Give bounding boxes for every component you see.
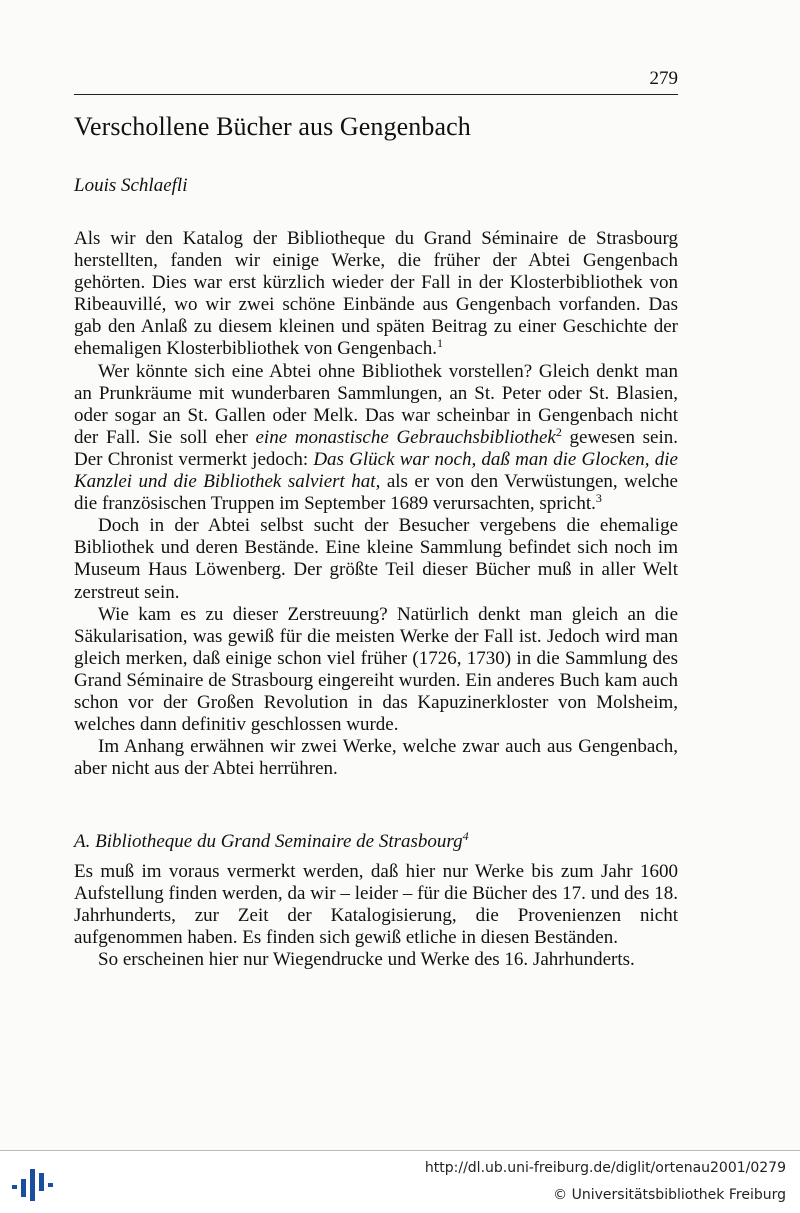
paragraph-1-text: Als wir den Katalog der Bibliotheque du Grand Séminaire de Strasbourg herstellten, fanden wir einige Werke, die früher der Abtei Gengenbach gehörten. Dies war erst kürzlich wieder der Fall in der Klosterbibliothek von Ribeauvillé, wo wir zwei schöne Einbände aus Gengenbach vorfanden. Das gab den Anlaß zu diesem kleinen und späten Beitrag zu einer Geschichte der ehemaligen Klosterbibliothek von Gengenbach. (74, 228, 678, 360)
paragraph-2-text-e: als er von den Verwüstungen, welche die französischen Truppen im September 1689 verursachten, spricht. (74, 471, 678, 515)
paragraph-1 (74, 228, 678, 361)
footnote-ref-2[interactable]: 2 (555, 424, 562, 439)
section-a-paragraph-2: So erscheinen hier nur Wiegendrucke und Werke des 16. Jahrhunderts. (98, 949, 635, 971)
intro-text (74, 228, 678, 780)
footnote-ref-3[interactable]: 3 (595, 491, 602, 506)
ub-freiburg-logo-icon[interactable] (10, 1169, 54, 1201)
article-author: Louis Schlaefli (74, 175, 188, 196)
section-a-heading (74, 831, 469, 853)
article-title: Verschollene Bücher aus Gengenbach (74, 112, 471, 141)
section-a-heading-text: A. Bibliotheque du Grand Seminaire de Strasbourg (74, 831, 463, 852)
section-a-text (74, 861, 678, 971)
footer-copyright: © Universitätsbibliothek Freiburg (553, 1187, 786, 1203)
paragraph-2-quote-b: eine monastische Gebrauchsbibliothek (255, 426, 556, 448)
paragraph-2 (74, 361, 678, 516)
section-a-paragraph-1: Es muß im voraus vermerkt werden, daß hier nur Werke bis zum Jahr 1600 Aufstellung finden werden, da wir – leider – für die Bücher des 17. und des 18. Jahrhunderts, zur Zeit der Katalogisierung, die Provenienzen nicht aufgenommen haben. Es finden sich gewiß etliche in diesen Beständen. (74, 861, 678, 949)
footer-bar (0, 1150, 800, 1213)
paragraph-4: Wie kam es zu dieser Zerstreuung? Natürlich denkt man gleich an die Säkularisation, was gewiß für die meisten Werke der Fall ist. Jedoch wird man gleich merken, daß einige schon viel früher (1726, 1730) in die Sammlung des Grand Séminaire de Strasbourg eingereiht wurden. Ein anderes Buch kam auch schon vor der Großen Revolution in das Kapuzinerkloster von Molsheim, welches dann definitiv geschlossen wurde. (74, 603, 678, 736)
footnote-ref-4[interactable]: 4 (462, 829, 469, 843)
paragraph-2-quote-d: Das Glück war noch, daß man die Glocken, die Kanzlei und die Bibliothek salviert hat, (74, 448, 678, 493)
paragraph-5: Im Anhang erwähnen wir zwei Werke, welche zwar auch aus Gengenbach, aber nicht aus der Abtei herrühren. (74, 736, 678, 780)
paragraph-3: Doch in der Abtei selbst sucht der Besucher vergebens die ehemalige Bibliothek und deren Bestände. Eine kleine Sammlung befindet sich noch im Museum Haus Löwenberg. Der größte Teil dieser Bücher muß in aller Welt zerstreut sein. (74, 515, 678, 603)
paragraph-2-text-a: Wer könnte sich eine Abtei ohne Bibliothek vorstellen? Gleich denkt man an Prunkräume mit wunderbaren Sammlungen, an St. Peter oder St. Blasien, oder sogar an St. Gallen oder Melk. Das war scheinbar in Gengenbach nicht der Fall. Sie soll eher (74, 360, 678, 448)
header-rule (74, 94, 678, 95)
footer-url-link[interactable]: http://dl.ub.uni-freiburg.de/diglit/ortenau2001/0279 (424, 1160, 786, 1176)
paragraph-2-text-c: gewesen sein. Der Chronist vermerkt jedoch: (74, 426, 678, 470)
page-number: 279 (649, 68, 678, 89)
footnote-ref-1[interactable]: 1 (437, 336, 444, 351)
